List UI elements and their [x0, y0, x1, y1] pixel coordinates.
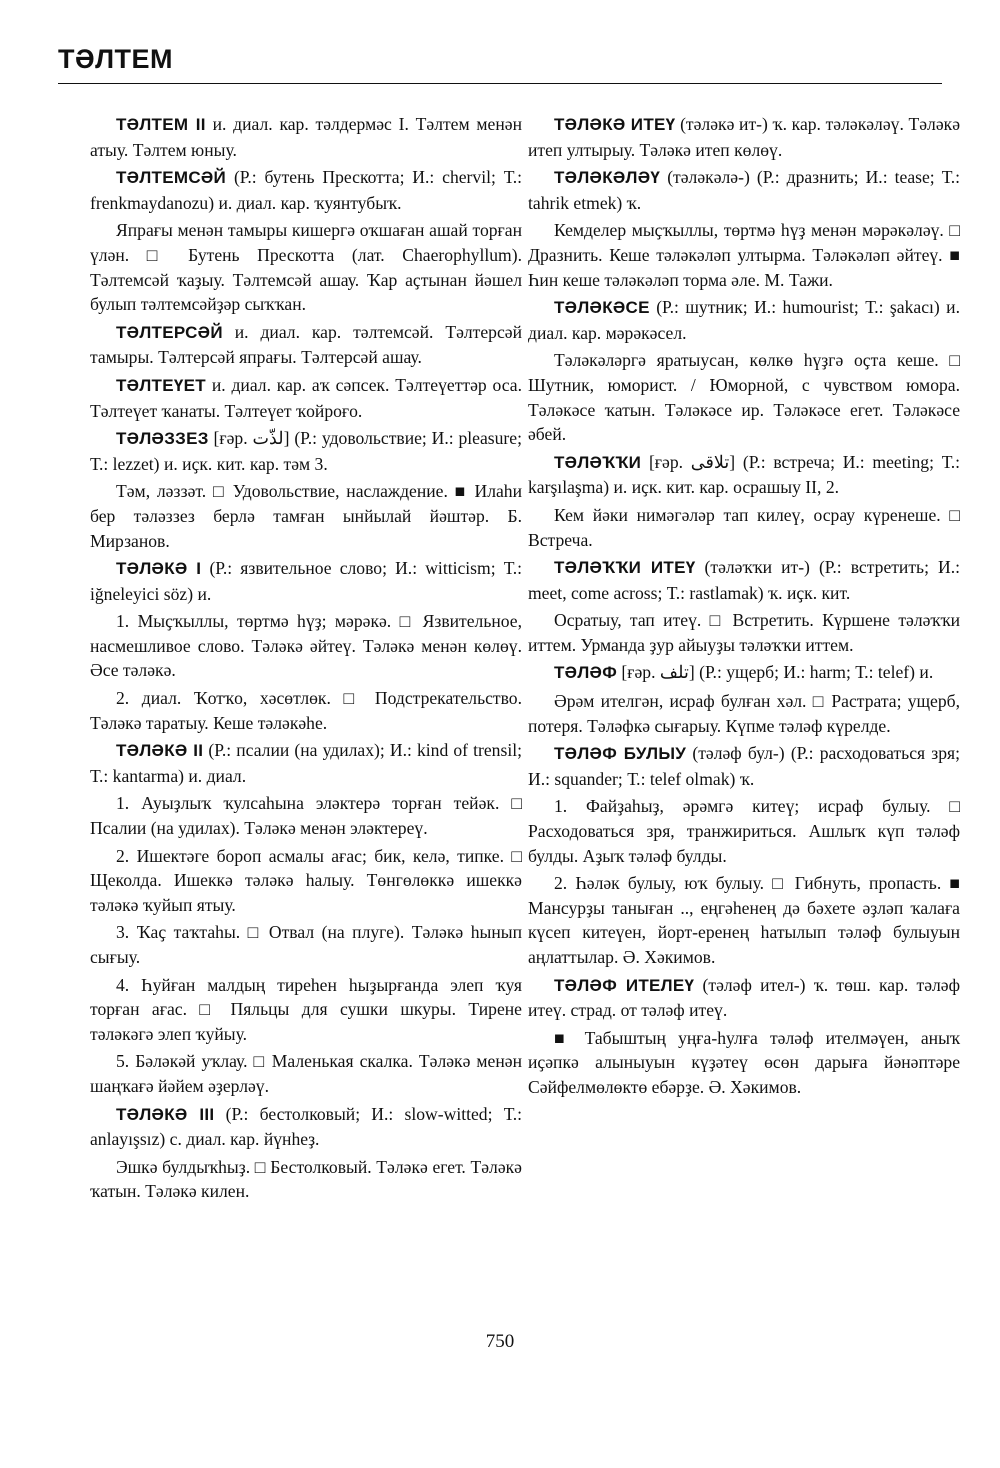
headword: ТӘЛТЕРСӘЙ: [116, 322, 223, 342]
entry-text: Кемделер мыҫҡыллы, төртмә һүҙ менән мәрәкәләү. □ Дразнить. Кеше тәләкәләп ултырма. Тәләкәләп әйтеү. ■ Һин кеше тәләкәләп торма әле. М. Тажи.: [528, 220, 960, 290]
dictionary-entry-talakase-def: [528, 348, 960, 446]
entry-text: Әрәм ителгән, исраф булған хәл. □ Растрата; ущерб, потеря. Тәләфкә сығарыу. Күпме тәләф күрелде.: [528, 691, 960, 736]
headword: ТӘЛӘҠҠИ ИТЕҮ: [554, 558, 696, 578]
dictionary-entry-talakki-iteu: [528, 555, 960, 605]
entry-text: (тәләкә ит-) ҡ. кар. тәләкәләү. Тәләкә итеп ултырыу. Тәләкә итеп көлөү.: [528, 114, 960, 160]
entry-text: и. диал. кар. аҡ сәпсек. Тәлтеүеттәр оса. Тәлтеүет ҡанаты. Тәлтеүет ҡойроғо.: [90, 374, 522, 421]
headword: ТӘЛӘКӘ II: [116, 741, 204, 761]
dictionary-entry-taltersay: [90, 320, 522, 370]
dictionary-entry-talakki-iteu-def: [528, 608, 960, 657]
entry-text: (тәләф бул-) (Р.: расходоваться зря; И.: squander; Т.: telef olmak) ҡ.: [528, 743, 960, 789]
dictionary-entry-talaf-buluu: [528, 741, 960, 791]
entry-text: (Р.: псалии (на удилах); И.: kind of trensil; Т.: kantarma) и. диал.: [90, 740, 522, 786]
headword: ТӘЛӘФ БУЛЫУ: [554, 744, 687, 764]
dictionary-entry-talaf-iteleu: [528, 973, 960, 1023]
headword: ТӘЛӘКӘЛӘҮ: [554, 168, 661, 188]
entry-text: 2. Һәләк булыу, юҡ булыу. □ Гибнуть, пропасть. ■ Мансурҙы таныған .., еңгәһенең дә бәхете әҙләп ҡалаға күсеп китеүен, йорт-еренең һатылып тәләф булыуын аңлаттылар. Ә. Хәкимов.: [528, 873, 960, 967]
entry-text: (тәләҡҡи ит-) (Р.: встретить; И.: meet, come across; Т.: rastlamak) ҡ. иҫк. кит.: [528, 557, 960, 603]
entry-text: Осратыу, тап итеү. □ Встретить. Күршене тәләҡҡи иттем. Урманда ҙур айыуҙы тәләҡҡи иттем.: [528, 610, 960, 655]
entry-text: (Р.: язвительное слово; И.: witticism; Т.: iğneleyici söz) и.: [90, 558, 522, 604]
dictionary-entry-talaka-1-1: [90, 609, 522, 683]
dictionary-entry-talaka-2-4: [90, 973, 522, 1047]
entry-text: Эшкә булдыҡһыҙ. □ Бестолковый. Тәләкә егет. Тәләкә ҡатын. Тәләкә килен.: [90, 1156, 522, 1202]
entry-text: (тәләкәлә-) (Р.: дразнить; И.: tease; Т.: tahrik etmek) ҡ.: [528, 167, 960, 213]
dictionary-entry-taltem-2: [90, 112, 522, 162]
dictionary-entry-talaka-2-5: [90, 1049, 522, 1098]
dictionary-entry-taltemsay: [90, 165, 522, 215]
page-number: 750: [485, 1331, 515, 1352]
headword: ТӘЛӘКӘ I: [116, 559, 202, 579]
dictionary-entry-talaf-def: [528, 689, 960, 738]
dictionary-entry-talakalau: [528, 165, 960, 215]
dictionary-entry-talaf: [528, 660, 960, 686]
dictionary-entry-talaka-iteu: [528, 112, 960, 162]
entry-text: (Р.: бестолковый; И.: slow-witted; Т.: anlayışsız) с. диал. кар. йүнһеҙ.: [90, 1103, 522, 1150]
entry-text: ■ Табыштың уңға-һулға тәләф ителмәүен, аныҡ иҫәпкә алыныуын күҙәтеү өсөн дарыға йәнәптәре Сәйфелмөлөктө ебәрҙе. Ә. Хәкимов.: [528, 1027, 960, 1097]
dictionary-entry-talaka-1-2: [90, 686, 522, 735]
dictionary-entry-talaka-2: [90, 738, 522, 788]
headword: ТӘЛӘКӘ ИТЕҮ: [554, 115, 676, 134]
dictionary-entry-talaka-2-2: [90, 844, 522, 918]
entry-text: 1. Ауыҙлыҡ ҡулсаһына эләктерә торған тейәк. □ Псалии (на удилах). Тәләкә менән эләктереү.: [90, 793, 522, 839]
entry-text: 2. диал. Ҡотҡо, хәсөтлөк. □ Подстрекательство. Тәләкә таратыу. Кеше тәләкәһе.: [90, 688, 522, 733]
headword: ТӘЛӘҠҠИ: [554, 452, 642, 472]
dictionary-entry-talaf-buluu-2: [528, 871, 960, 969]
headword: ТӘЛӘФ ИТЕЛЕҮ: [554, 975, 695, 995]
dictionary-entry-taltemsay-def: [90, 218, 522, 316]
entry-text: 2. Ишектәге бороп асмалы ағас; бик, келә, типке. □ Щеколда. Ишеккә тәләкә һалыу. Төнгөлөккә ишеккә тәләкә ҡуйып ятыу.: [90, 845, 522, 915]
dictionary-entry-talaka-1: [90, 556, 522, 606]
dictionary-entry-talazzez: [90, 426, 522, 476]
entry-text: Кем йәки нимәгәләр тап килеү, осрау күренеше. □ Встреча.: [528, 504, 960, 550]
dictionary-entry-talaka-2-3: [90, 920, 522, 969]
entry-text: [ғәр. تلف] (Р.: ущерб; И.: harm; Т.: telef) и.: [621, 662, 934, 683]
headword: ТӘЛТЕМСӘЙ: [116, 168, 227, 188]
entry-text: (Р.: шутник; И.: humourist; Т.: şakacı) и. диал. кар. мәрәкәсел.: [528, 297, 961, 343]
right-column: [528, 112, 960, 1103]
entry-text: и. диал. кар. тәлдермәс I. Тәлтем менән атыу. Тәлтем юныу.: [90, 114, 522, 160]
entry-text: (Р.: бутень Прескотта; И.: chervil; Т.: frenkmaydanozu) и. диал. кар. ҡуянтубыҡ.: [90, 167, 522, 213]
headword: ТӘЛӘФ: [554, 663, 618, 683]
dictionary-entry-talaka-3-def: [90, 1155, 522, 1204]
header-rule: [58, 83, 942, 84]
headword: ТӘЛӘКӘСЕ: [554, 298, 650, 318]
entry-text: Тәм, ләззәт. □ Удовольствие, наслаждение. ■ Илаһи бер тәләззез берлә тамған ынйылай йәштәр. Б. Мирзанов.: [90, 481, 522, 551]
headword: ТӘЛӘЗЗЕЗ: [116, 429, 209, 449]
dictionary-entry-talaf-iteleu-def: [528, 1026, 960, 1100]
entry-text: 5. Бәләкәй уҡлау. □ Маленькая скалка. Тәләкә менән шаңҡағә йәйем әҙерләү.: [90, 1051, 522, 1096]
entry-text: 1. Мыҫҡыллы, төртмә һүҙ; мәрәкә. □ Язвительное, насмешливое слово. Тәләкә әйтеү. Тәләкә менән көлөү. Әсе тәләкә.: [90, 611, 522, 681]
dictionary-entry-talaf-buluu-1: [528, 794, 960, 868]
dictionary-entry-talaka-2-1: [90, 791, 522, 840]
entry-text: (тәләф ител-) ҡ. төш. кар. тәләф итеү. страд. от тәләф итеү.: [528, 974, 961, 1021]
headword: ТӘЛТЕҮЕТ: [116, 375, 206, 395]
left-column: [90, 112, 522, 1207]
dictionary-entry-talakki-def: [528, 503, 960, 552]
headword: ТӘЛӘКӘ III: [116, 1104, 215, 1124]
dictionary-entry-talazzez-def: [90, 479, 522, 553]
entry-text: [ғәр. تلاقی] (Р.: встреча; И.: meeting; Т.: karşılaşma) и. иҫк. кит. кар. осрашыу II, 2.: [528, 451, 960, 498]
entry-text: и. диал. кар. тәлтемсәй. Тәлтерсәй тамыры. Тәлтерсәй япрағы. Тәлтерсәй ашау.: [90, 321, 522, 368]
dictionary-entry-talakalau-def: [528, 218, 960, 292]
entry-text: [ғәр. لذّت] (Р.: удовольствие; И.: pleasure; Т.: lezzet) и. иҫк. кит. кар. тәм 3.: [90, 428, 522, 474]
entry-text: 1. Файҙаһыҙ, әрәмгә китеү; исраф булыу. □ Расходоваться зря, транжириться. Ашлыҡ күп тәләф булды. Аҙыҡ тәләф булды.: [528, 796, 960, 866]
running-head: ТӘЛТЕМ: [58, 44, 174, 74]
dictionary-entry-talakase: [528, 295, 960, 345]
headword: ТӘЛТЕМ II: [116, 115, 206, 134]
dictionary-entry-talaka-3: [90, 1102, 522, 1152]
entry-text: 4. Һуйған малдың тиреһен һыҙырғанда элеп ҡуя торған ағас. □ Пяльцы для сушки шкуры. Тирене тәләкәгә элеп ҡуйыу.: [90, 974, 522, 1044]
dictionary-entry-taltewet: [90, 373, 522, 423]
dictionary-entry-talakki: [528, 450, 960, 500]
entry-text: Тәләкәләргә яратыусан, көлкө һүҙгә оҫта кеше. □ Шутник, юморист. / Юморной, с чувством юмора. Тәләкәсе ҡатын. Тәләкәсе ир. Тәләкәсе егет. Тәләкәсе әбей.: [528, 350, 960, 445]
entry-text: 3. Ҡаҫ таҡтаһы. □ Отвал (на плуге). Тәләкә һынып сығыу.: [90, 922, 522, 967]
entry-text: Япрағы менән тамыры кишергә оҡшаған ашай торған үлән. □ Бутень Прескотта (лат. Chaerophyllum). Тәлтемсәй ҡаҙыу. Тәлтемсәй ашау. Ҡар аҫтынан йәшел булып тәлтемсәйҙәр сыҡҡан.: [90, 220, 522, 315]
